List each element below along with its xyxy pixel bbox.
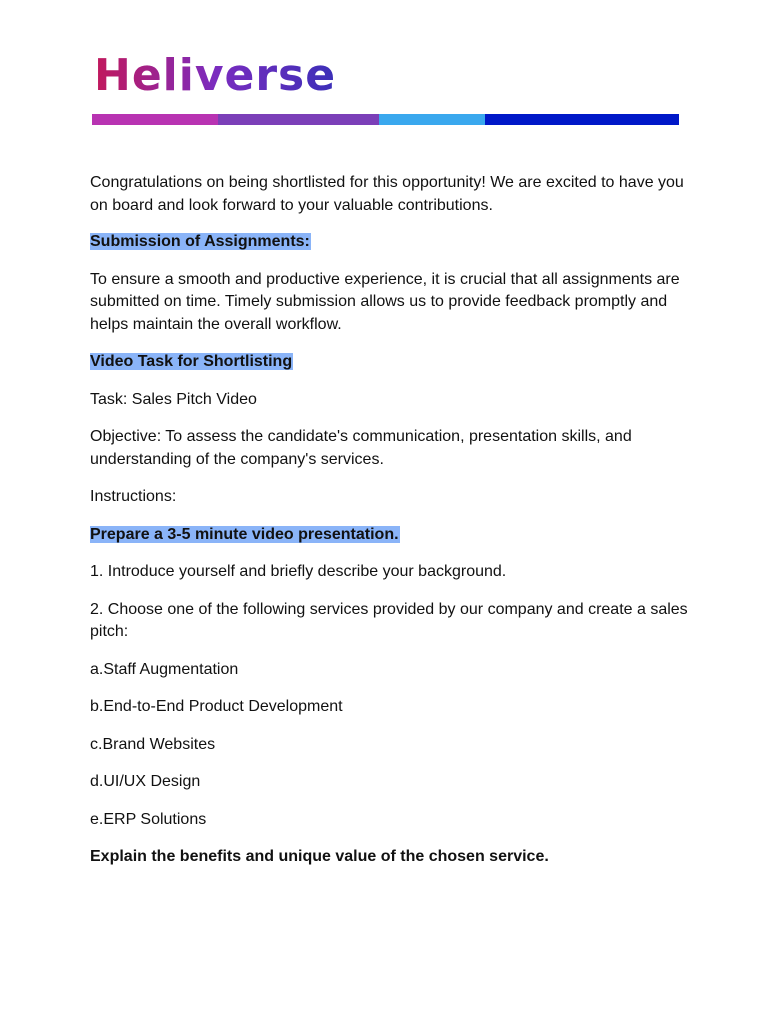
- video-task-heading: Video Task for Shortlisting: [90, 353, 293, 370]
- svg-text:Heliverse: Heliverse: [94, 50, 337, 101]
- step-2: 2. Choose one of the following services provided by our company and create a sales pitch:: [90, 600, 688, 640]
- step-1: 1. Introduce yourself and briefly describe your background.: [90, 563, 507, 580]
- objective-paragraph: Objective: To assess the candidate's communication, presentation skills, and understanding of the company's services.: [90, 428, 632, 468]
- stripe-segment-sky: [379, 114, 485, 125]
- document-body: [90, 172, 690, 869]
- stripe-segment-purple: [218, 114, 379, 125]
- service-item: e.ERP Solutions: [90, 810, 207, 828]
- heliverse-logo: [92, 46, 352, 102]
- service-item: a.Staff Augmentation: [90, 660, 239, 678]
- prepare-heading: Prepare a 3-5 minute video presentation.: [90, 525, 399, 543]
- task-line: Task: Sales Pitch Video: [90, 390, 257, 408]
- intro-paragraph: Congratulations on being shortlisted for this opportunity! We are excited to have you on board and look forward to your valuable contributions.: [90, 174, 684, 214]
- color-stripe-divider: [92, 114, 679, 125]
- instructions-label: Instructions:: [90, 488, 177, 505]
- service-item: b.End-to-End Product Development: [90, 698, 343, 715]
- service-item: c.Brand Websites: [90, 735, 216, 753]
- closing-instruction: Explain the benefits and unique value of the chosen service.: [90, 848, 549, 865]
- stripe-segment-magenta: [92, 114, 218, 125]
- stripe-segment-blue: [485, 114, 679, 125]
- submission-heading: Submission of Assignments:: [90, 233, 310, 250]
- submission-paragraph: To ensure a smooth and productive experience, it is crucial that all assignments are submitted on time. Timely submission allows us to provide feedback promptly and helps maintain the overall workflow.: [90, 270, 680, 333]
- service-item: d.UI/UX Design: [90, 773, 201, 790]
